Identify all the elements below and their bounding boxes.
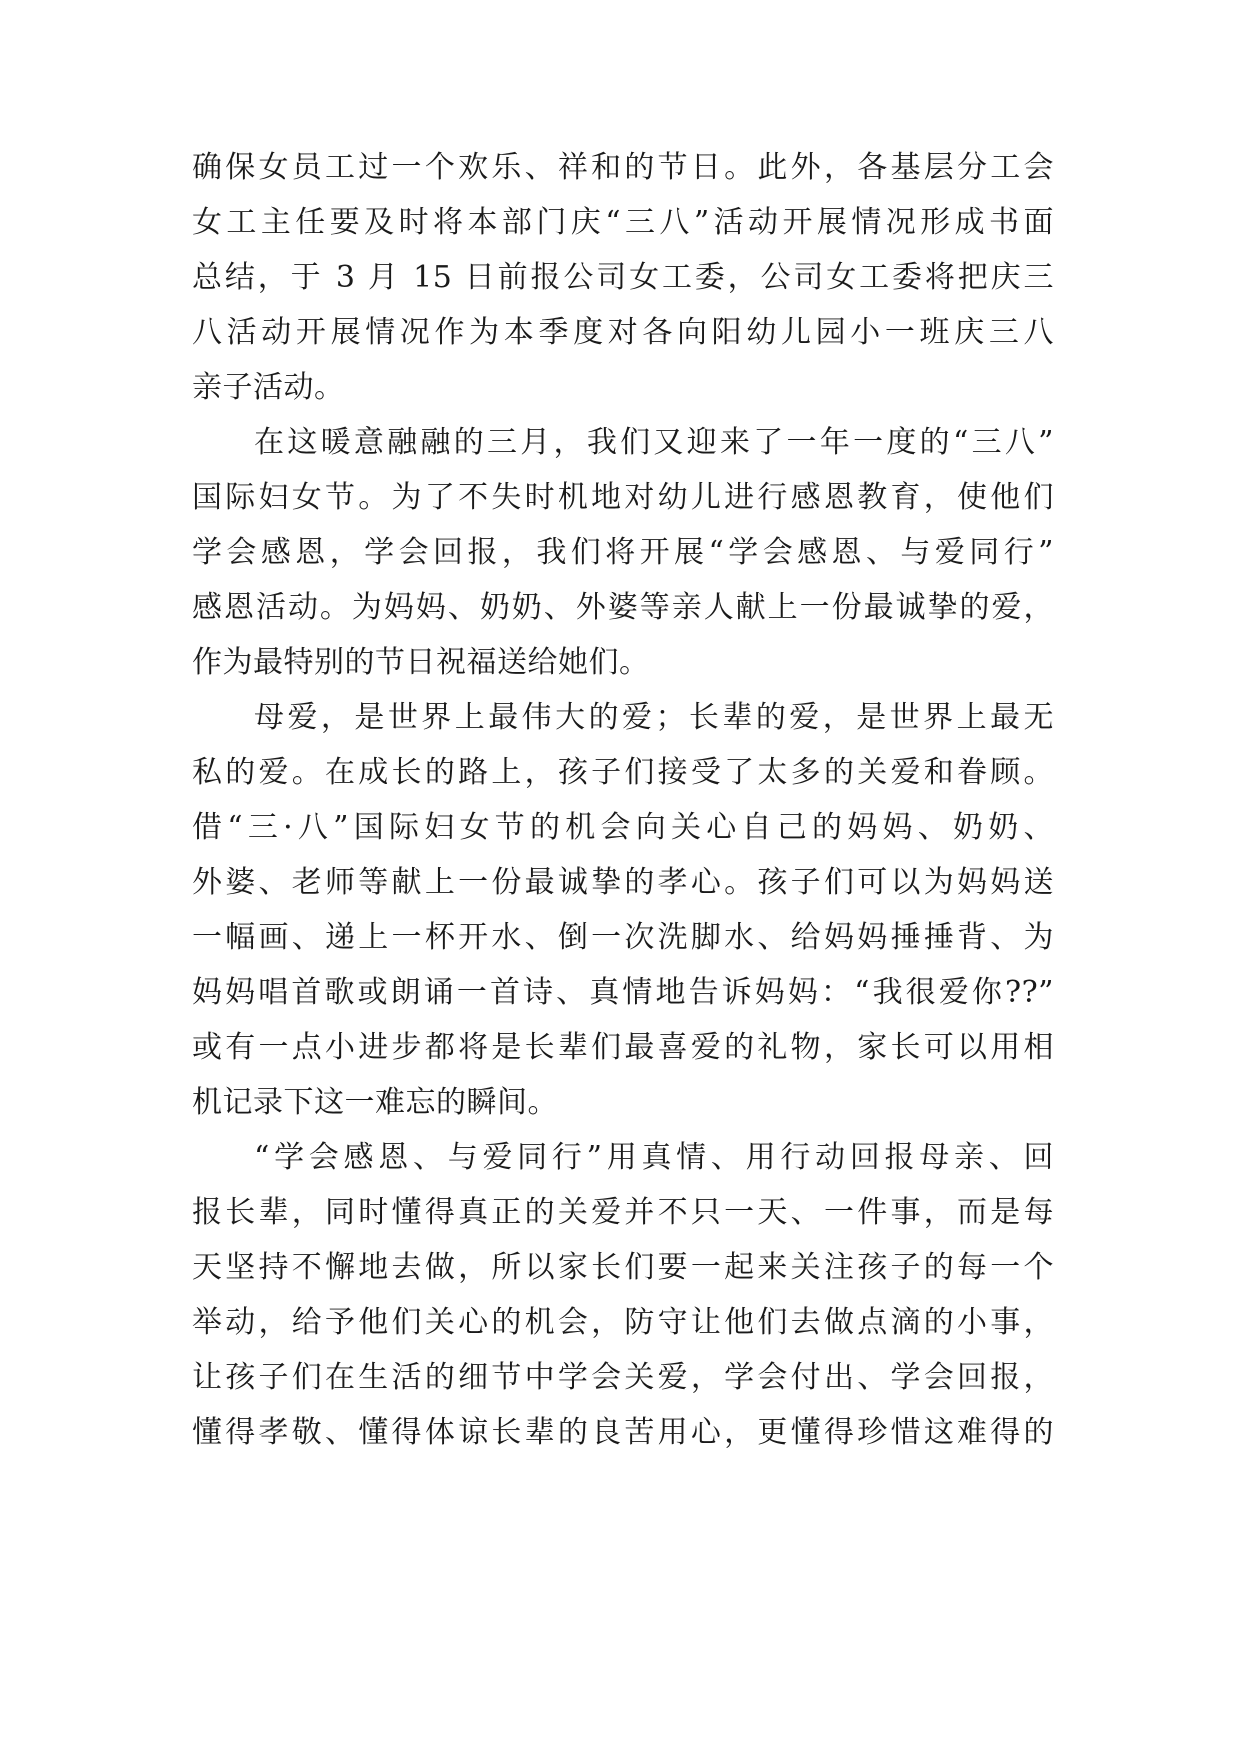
text-line: 妈妈唱首歌或朗诵一首诗、真情地告诉妈妈：“我很爱你??” (192, 975, 1054, 1010)
text-line: 女工主任要及时将本部门庆“三八”活动开展情况形成书面 (192, 205, 1054, 240)
text-line: 举动，给予他们关心的机会，防守让他们去做点滴的小事， (192, 1305, 1054, 1340)
text-line: 一幅画、递上一杯开水、倒一次洗脚水、给妈妈捶捶背、为 (192, 920, 1054, 955)
text-line: 作为最特别的节日祝福送给她们。 (192, 645, 650, 680)
text-line: 机记录下这一难忘的瞬间。 (192, 1085, 558, 1120)
text-line: 在这暖意融融的三月，我们又迎来了一年一度的“三八” (254, 425, 1054, 460)
text-line: 借“三·八”国际妇女节的机会向关心自己的妈妈、奶奶、 (192, 810, 1054, 845)
text-line: 母爱，是世界上最伟大的爱；长辈的爱，是世界上最无 (254, 700, 1054, 735)
text-line: 八活动开展情况作为本季度对各向阳幼儿园小一班庆三八 (192, 315, 1054, 350)
text-line: 天坚持不懈地去做，所以家长们要一起来关注孩子的每一个 (192, 1250, 1054, 1285)
text-line: 私的爱。在成长的路上，孩子们接受了太多的关爱和眷顾。 (192, 755, 1054, 790)
text-line: 报长辈，同时懂得真正的关爱并不只一天、一件事，而是每 (192, 1195, 1054, 1230)
text-line: 外婆、老师等献上一份最诚挚的孝心。孩子们可以为妈妈送 (192, 865, 1054, 900)
text-line: 学会感恩，学会回报，我们将开展“学会感恩、与爱同行” (192, 535, 1054, 570)
text-line: 感恩活动。为妈妈、奶奶、外婆等亲人献上一份最诚挚的爱， (192, 590, 1054, 625)
text-line: 国际妇女节。为了不失时机地对幼儿进行感恩教育，使他们 (192, 480, 1054, 515)
text-line: 确保女员工过一个欢乐、祥和的节日。此外，各基层分工会 (192, 150, 1054, 185)
text-line: 懂得孝敬、懂得体谅长辈的良苦用心，更懂得珍惜这难得的 (192, 1415, 1054, 1450)
text-line: 或有一点小进步都将是长辈们最喜爱的礼物，家长可以用相 (192, 1030, 1054, 1065)
text-line: “学会感恩、与爱同行”用真情、用行动回报母亲、回 (254, 1140, 1054, 1175)
text-line: 总结，于 3 月 15 日前报公司女工委，公司女工委将把庆三 (192, 260, 1054, 295)
text-line: 亲子活动。 (192, 370, 345, 405)
text-line: 让孩子们在生活的细节中学会关爱，学会付出、学会回报， (192, 1360, 1054, 1395)
